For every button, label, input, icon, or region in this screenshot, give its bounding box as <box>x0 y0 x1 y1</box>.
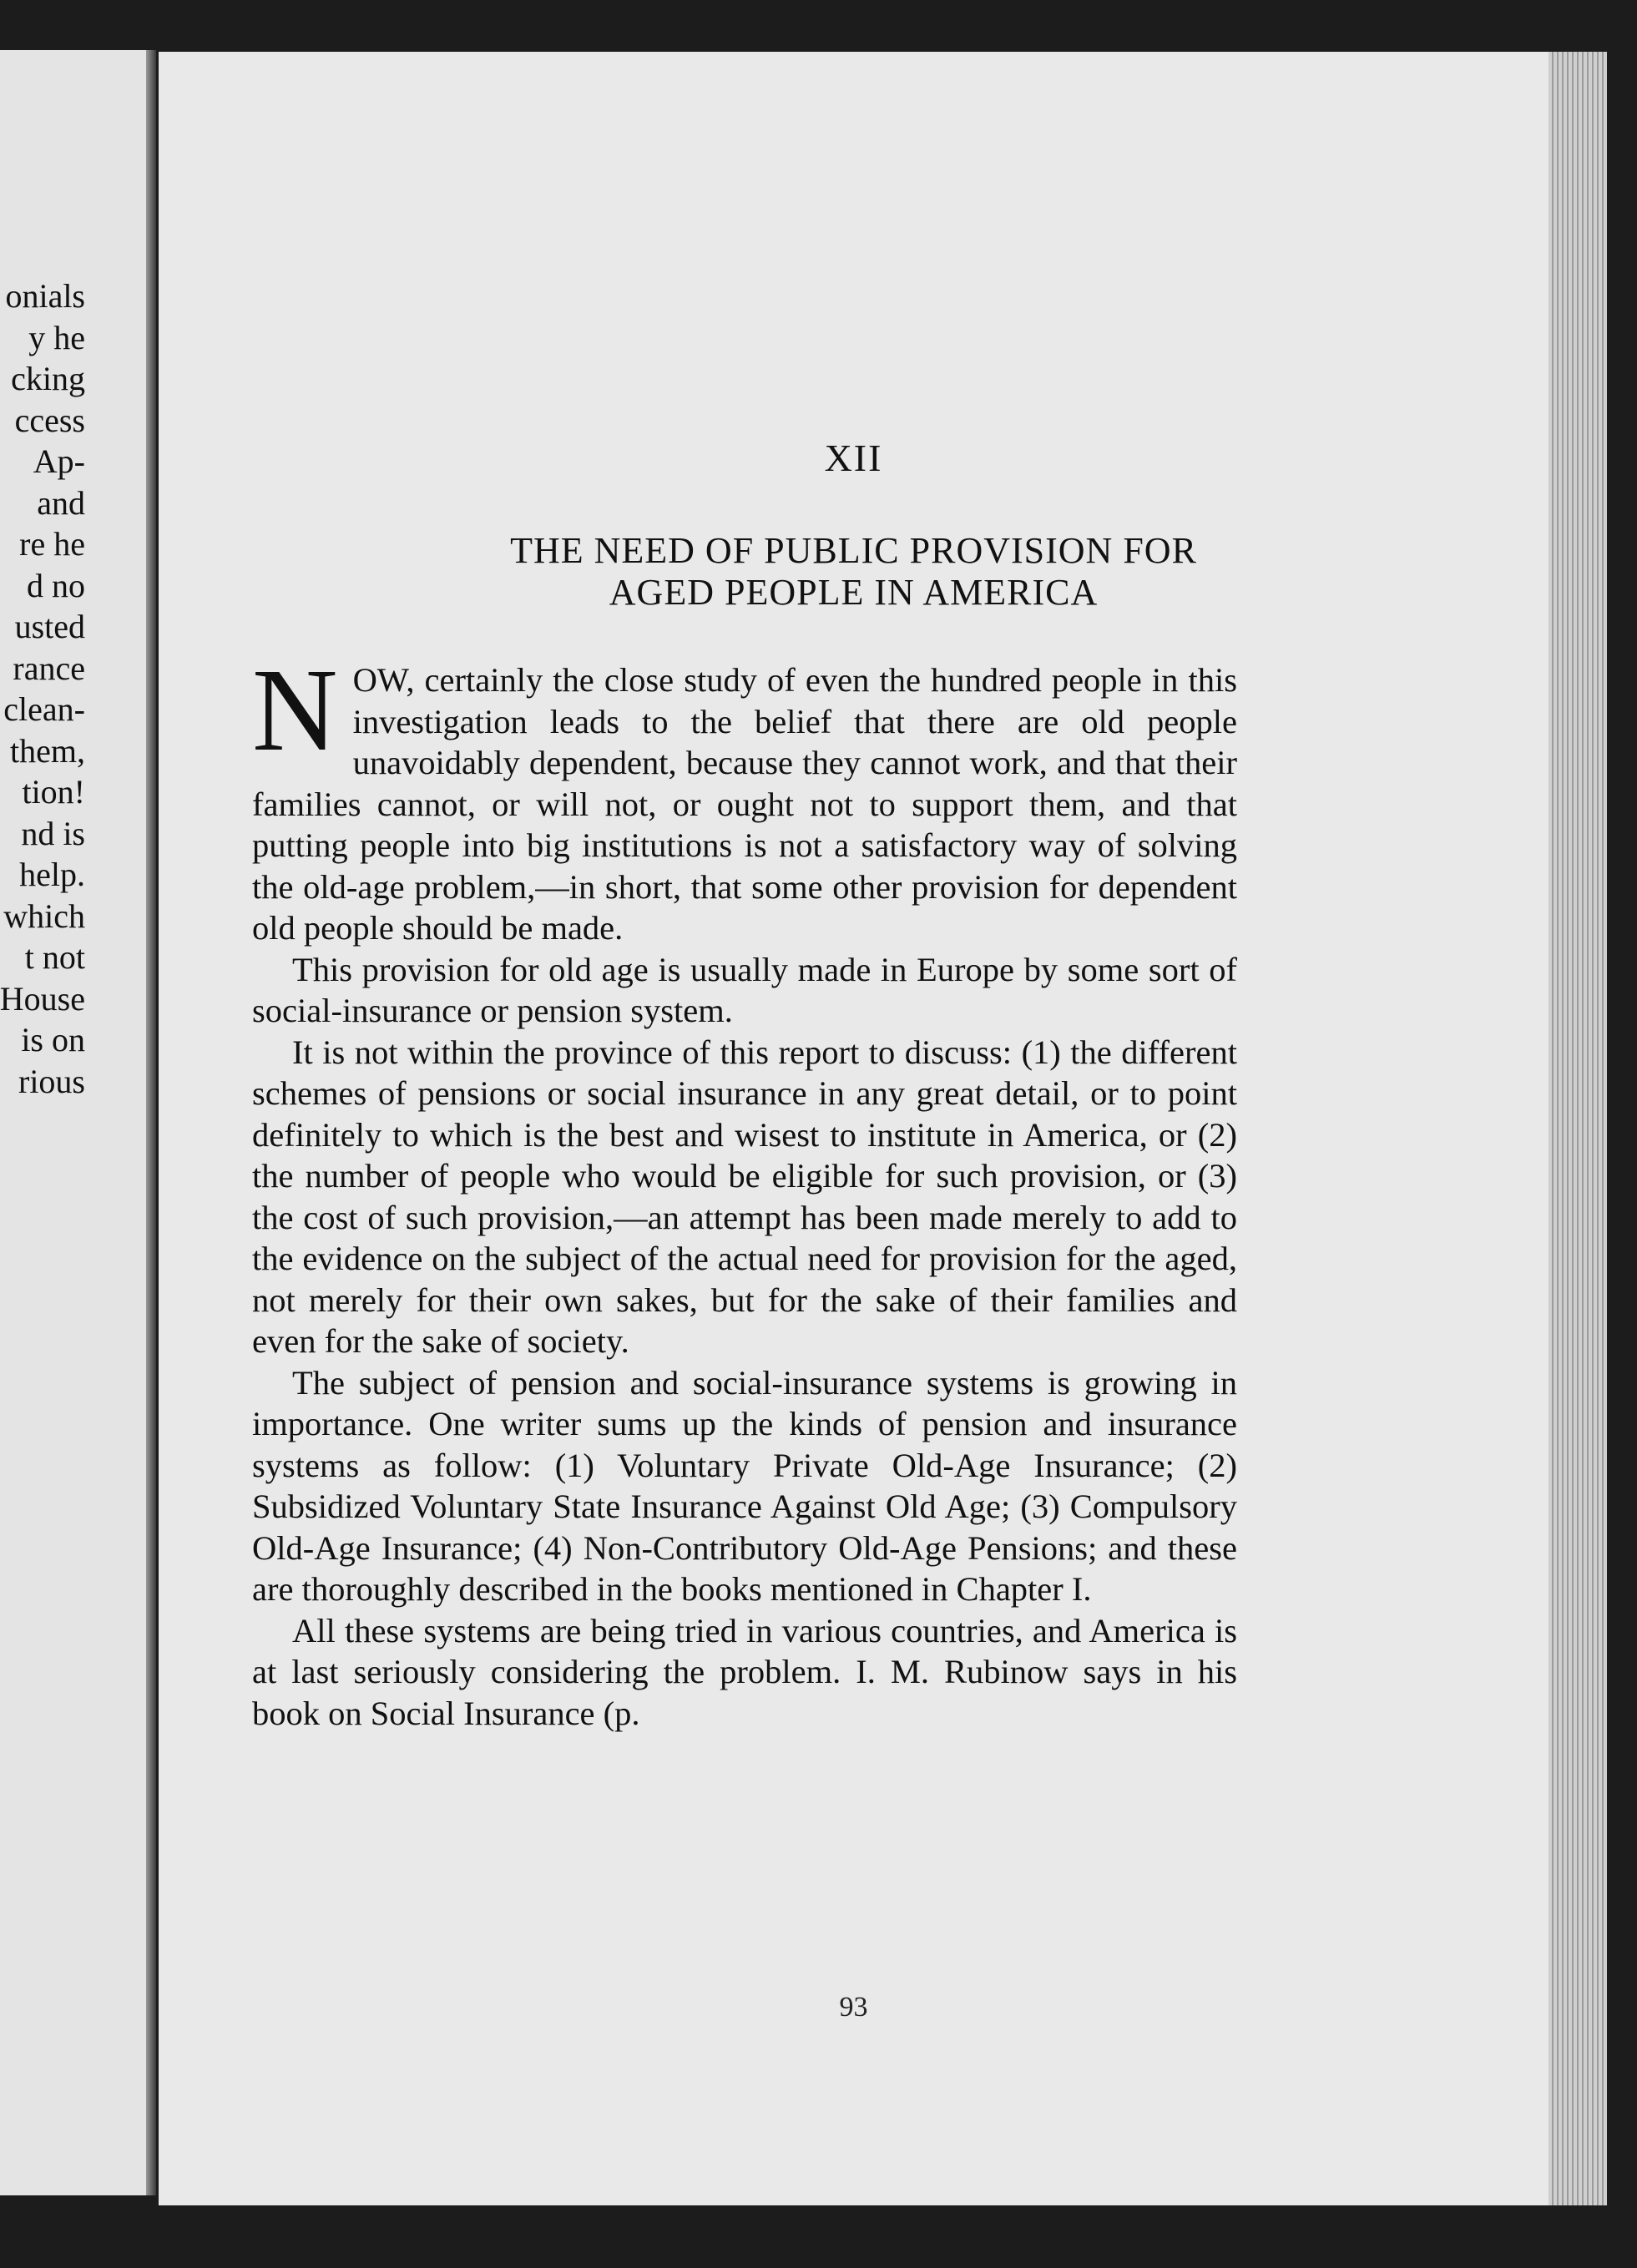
chapter-title <box>159 530 1549 614</box>
left-fragment: help. <box>19 856 85 893</box>
body-text <box>252 644 1237 1734</box>
left-fragment: re he <box>19 525 85 563</box>
left-fragment: which <box>3 897 85 935</box>
chapter-number: XII <box>824 437 883 479</box>
left-fragment: cking <box>11 360 85 397</box>
left-fragment: clean- <box>3 690 85 728</box>
left-fragment: them, <box>10 731 85 770</box>
page-number: 93 <box>839 1992 868 2023</box>
paragraph-1 <box>252 644 1237 949</box>
paragraph-1-text: OW, certainly the close study of even the hundred people in this investigation leads to the belief that there are old people unavoidably dependent, because they cannot work, and that their families cannot, or will not, or ought not to support them, and that putting people into big institutions is not a satisfactory way of solving the old-age problem,—in short, that some other provision for dependent old people should be made. <box>252 661 1237 947</box>
left-fragment: onials <box>5 277 85 315</box>
left-fragment: House <box>0 979 85 1018</box>
drop-cap: N <box>252 644 338 775</box>
chapter-title-line-2: AGED PEOPLE IN AMERICA <box>609 572 1099 613</box>
paragraph-3: It is not within the province of this report to discuss: (1) the different schemes of pensions or social insurance in any great detail, or to point definitely to which is the best and wisest to institute in America, or (2) the number of people who would be eligible for such provision, or (3) the cost of such provision,—an attempt has been made merely to add to the evidence on the subject of the actual need for provision for the aged, not merely for their own sakes, but for the sake of their families and even for the sake of society. <box>252 1033 1237 1360</box>
left-fragment: d no <box>27 566 85 604</box>
left-fragment: ccess <box>14 401 85 439</box>
left-fragment: nd is <box>21 814 85 852</box>
left-fragment: usted <box>14 608 85 645</box>
paragraph-4: The subject of pension and social-insurance systems is growing in importance. One writer sums up the kinds of pension and insurance systems as follow: (1) Voluntary Private Old-Age Insurance; (2) Subsidized Voluntary State Insurance Against Old Age; (3) Compulsory Old-Age Insurance; (4) Non-Contributory Old-Age Pensions; and these are thoroughly described in the books mentioned in Chapter I. <box>252 1363 1237 1608</box>
paragraph-5: All these systems are being tried in various countries, and America is at last seriously considering the problem. I. M. Rubinow says in his book on Social Insurance (p. <box>252 1611 1237 1732</box>
left-fragment: Ap- <box>33 442 85 480</box>
left-fragment: rious <box>18 1062 85 1100</box>
left-page <box>0 50 150 2195</box>
left-page-text-fragments <box>0 275 85 1102</box>
left-fragment: y he <box>28 318 85 356</box>
left-fragment: t not <box>24 938 85 976</box>
chapter-title-line-1: THE NEED OF PUBLIC PROVISION FOR <box>510 530 1197 571</box>
book-gutter <box>146 50 156 2195</box>
left-fragment: and <box>37 483 85 522</box>
left-fragment: is on <box>21 1021 85 1058</box>
page-edges <box>1549 52 1607 2205</box>
left-fragment: rance <box>13 649 85 687</box>
paragraph-2: This provision for old age is usually made in Europe by some sort of social-insurance or pension system. <box>252 950 1237 1029</box>
left-fragment: tion! <box>22 773 85 811</box>
